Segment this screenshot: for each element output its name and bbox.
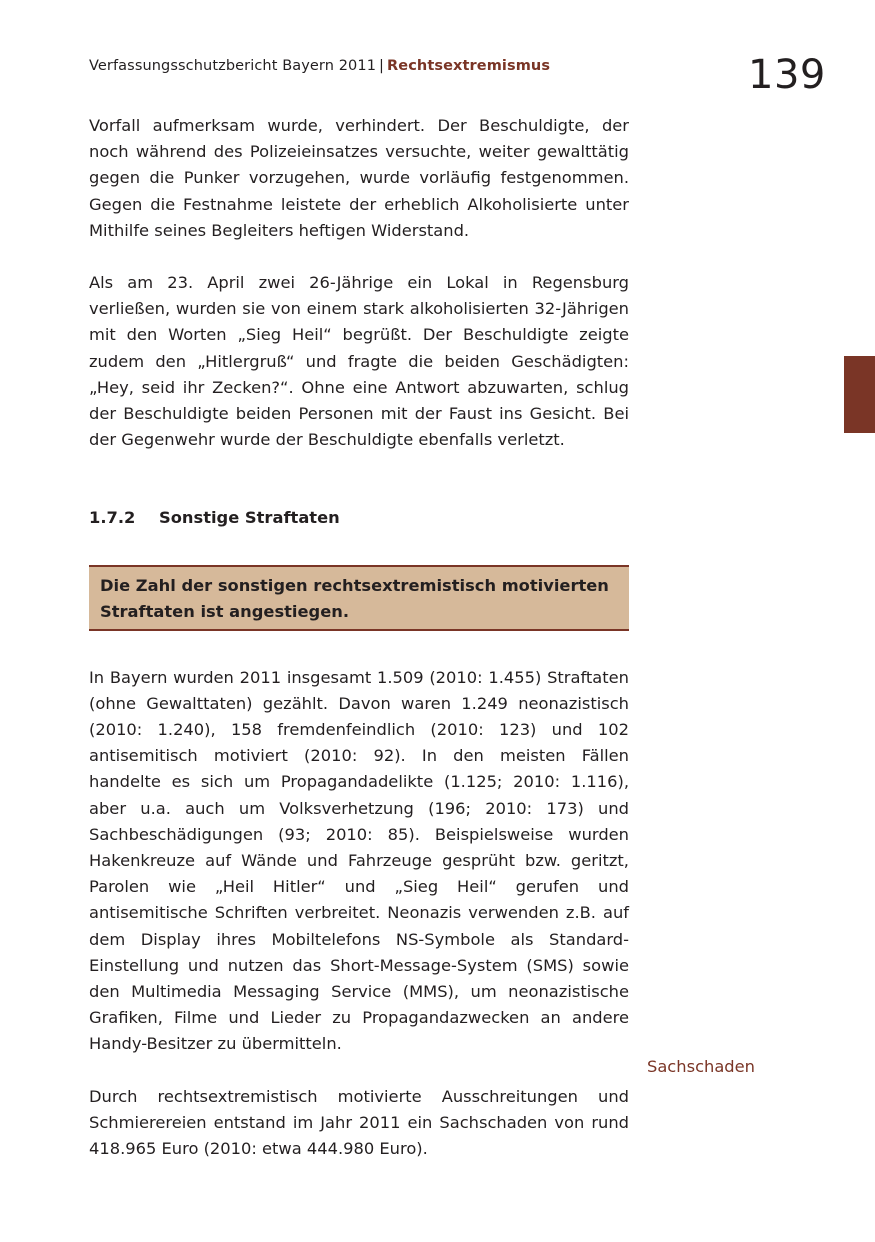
section-number: 1.7.2 xyxy=(89,508,136,528)
margin-note: Sachschaden xyxy=(647,1057,755,1076)
header-separator: | xyxy=(379,58,385,74)
section-title: Sonstige Straftaten xyxy=(159,508,340,528)
document-title: Verfassungsschutzbericht Bayern 2011 xyxy=(89,58,377,74)
paragraph-statistics: In Bayern wurden 2011 insgesamt 1.509 (2010: 1.455) Straftaten (ohne Gewalttaten) gezählt. Davon waren 1.249 neonazistisch (2010: 1.240), 158 fremdenfeindlich (2010: 123) und 102 antisemitisch motiviert (2010: 92). In den meisten Fällen handelte es sich um Propagandadelikte (1.125; 2010: 1.116), aber u.a. auch um Volksverhetzung (196; 2010: 173) und Sachbeschädigungen (93; 2010: 85). Beispielsweise wurden Hakenkreuze auf Wände und Fahrzeuge gesprüht bzw. geritzt, Parolen wie „Heil Hitler“ und „Sieg Heil“ gerufen und antisemitische Schriften verbreitet. Neonazis verwenden z.B. auf dem Display ihres Mobiltelefons NS-Symbole als Standard-Einstellung und nutzen das Short-Message-System (SMS) sowie den Multimedia Messaging Service (MMS), um neonazistische Grafiken, Filme und Lieder zu Propagandazwecken an andere Handy-Besitzer zu übermitteln. xyxy=(89,667,629,1054)
main-content xyxy=(89,113,629,1162)
paragraph-incident-1: Vorfall aufmerksam wurde, verhindert. Der Beschuldigte, der noch während des Polizeieinsatzes versuchte, weiter gewalttätig gegen die Punker vorzugehen, wurde vorläufig festgenommen. Gegen die Festnahme leistete der erheblich Alkoholisierte unter Mithilfe seines Begleiters heftigen Widerstand. xyxy=(89,116,629,240)
running-header xyxy=(89,58,550,74)
paragraph-incident-2: Als am 23. April zwei 26-Jährige ein Lokal in Regensburg verließen, wurden sie von einem stark alkoholisierten 32-Jährigen mit den Worten „Sieg Heil“ begrüßt. Der Beschuldigte zeigte zudem den „Hitlergruß“ und fragte die beiden Geschädigten: „Hey, seid ihr Zecken?“. Ohne eine Antwort abzuwarten, schlug der Beschuldigte beiden Personen mit der Faust ins Gesicht. Bei der Gegenwehr wurde der Beschuldigte ebenfalls verletzt. xyxy=(89,273,629,450)
section-label: Rechtsextremismus xyxy=(387,58,551,74)
section-heading xyxy=(89,505,629,531)
chapter-tab-marker xyxy=(844,356,875,433)
summary-box: Die Zahl der sonstigen rechtsextremistisch motivierten Straftaten ist angestiegen. xyxy=(89,565,629,631)
paragraph-property-damage: Durch rechtsextremistisch motivierte Ausschreitungen und Schmierereien entstand im Jahr 2011 ein Sachschaden von rund 418.965 Euro (2010: etwa 444.980 Euro). xyxy=(89,1086,629,1159)
page-number: 139 xyxy=(748,52,826,98)
